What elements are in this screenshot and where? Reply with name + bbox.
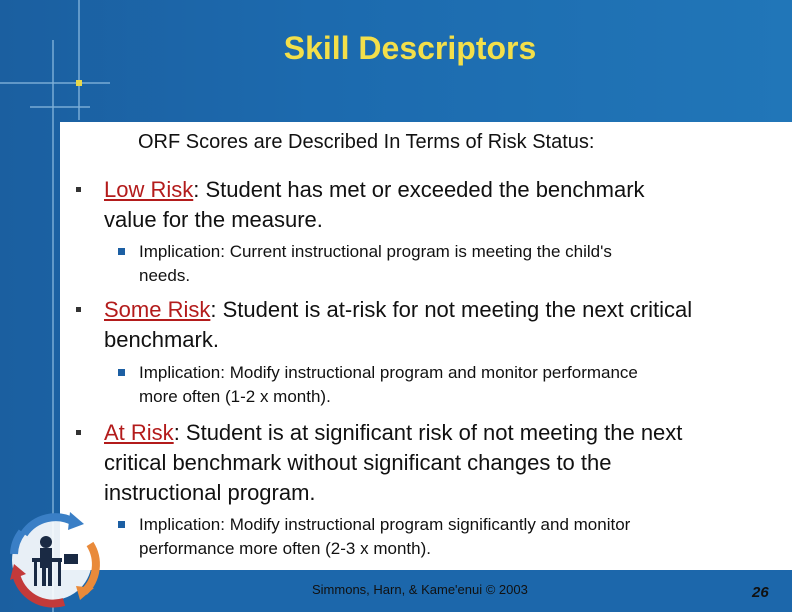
- bullet-icon: [76, 187, 81, 192]
- risk-item-at: [104, 418, 682, 508]
- implication-text: more often (1-2 x month).: [139, 387, 331, 406]
- bullet-icon: [76, 307, 81, 312]
- slide-subtitle: ORF Scores are Described In Terms of Risk Status:: [138, 131, 595, 153]
- risk-item-low: [104, 175, 645, 235]
- risk-description: : Student is at-risk for not meeting the next critical: [210, 297, 693, 322]
- implication-text: Implication: Modify instructional program significantly and monitor: [139, 515, 631, 534]
- implication-text: Implication: Modify instructional program and monitor performance: [139, 363, 638, 382]
- page-number: 26: [752, 584, 769, 601]
- risk-description: : Student has met or exceeded the benchmark: [193, 177, 645, 202]
- slide-title: Skill Descriptors: [283, 30, 537, 66]
- implication-at: [139, 513, 630, 561]
- reading-cycle-logo-icon: [4, 504, 104, 612]
- risk-description: instructional program.: [104, 480, 316, 505]
- implication-text: Implication: Current instructional program is meeting the child's: [139, 242, 612, 261]
- bullet-icon: [118, 248, 125, 255]
- decorative-horizontal-line: [30, 106, 90, 108]
- implication-low: [139, 240, 612, 288]
- decorative-horizontal-line: [0, 82, 110, 84]
- bullet-icon: [118, 521, 125, 528]
- footer-citation: Simmons, Harn, & Kame'enui © 2003: [312, 582, 528, 597]
- risk-description: value for the measure.: [104, 207, 323, 232]
- implication-text: needs.: [139, 266, 191, 285]
- risk-description: : Student is at significant risk of not meeting the next: [173, 420, 683, 445]
- implication-text: performance more often (2-3 x month).: [139, 539, 431, 558]
- risk-description: critical benchmark without significant changes to the: [104, 450, 612, 475]
- risk-term: Low Risk: [104, 177, 194, 202]
- risk-description: benchmark.: [104, 327, 219, 352]
- risk-term: At Risk: [104, 420, 174, 445]
- implication-some: [139, 361, 638, 409]
- risk-term: Some Risk: [104, 297, 211, 322]
- bullet-icon: [76, 430, 81, 435]
- bullet-icon: [118, 369, 125, 376]
- decorative-accent: [76, 80, 82, 86]
- risk-item-some: [104, 295, 692, 355]
